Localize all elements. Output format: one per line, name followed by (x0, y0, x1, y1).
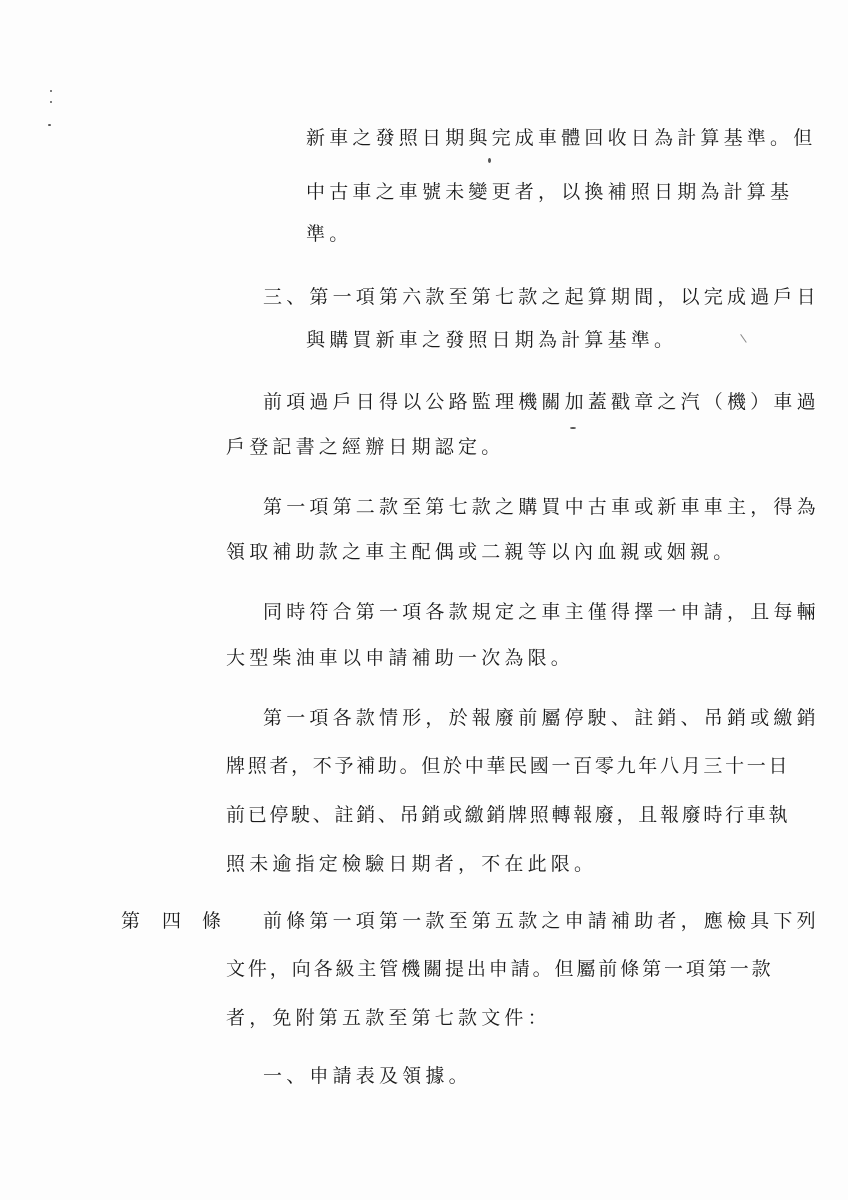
text-line: 前條第一項第一款至第五款之申請補助者，應檢具下列 (263, 910, 820, 932)
text-line: 新車之發照日期與完成車體回收日為計算基準。但 (306, 127, 817, 149)
text-line: 三、第一項第六款至第七款之起算期間，以完成過戶日 (263, 286, 820, 308)
article-label-tiao: 條 (202, 910, 222, 932)
scan-speck (488, 158, 491, 163)
text-line: 領取補助款之車主配偶或二親等以內血親或姻親。 (226, 541, 737, 563)
scan-speck (570, 427, 576, 429)
text-line: 照未逾指定檢驗日期者，不在此限。 (226, 853, 598, 875)
text-line: 文件，向各級主管機關提出申請。但屬前條第一項第一款 (226, 958, 774, 980)
text-line: 大型柴油車以申請補助一次為限。 (226, 647, 575, 669)
scan-speck (48, 124, 51, 126)
text-line: 第一項第二款至第七款之購買中古車或新車車主，得為 (263, 496, 820, 518)
text-line: 與購買新車之發照日期為計算基準。 (306, 329, 678, 351)
scan-speck (50, 90, 52, 92)
text-line: 中古車之車號未變更者，以換補照日期為計算基 (306, 181, 794, 203)
scan-speck (50, 101, 52, 103)
article-label-number: 四 (162, 910, 182, 932)
text-line: 同時符合第一項各款規定之車主僅得擇一申請，且每輛 (263, 601, 820, 623)
article-label-di: 第 (121, 910, 141, 932)
text-line: 戶登記書之經辦日期認定。 (226, 436, 505, 458)
text-line: 前已停駛、註銷、吊銷或繳銷牌照轉報廢，且報廢時行車執 (226, 804, 791, 826)
text-line: 第一項各款情形，於報廢前屬停駛、註銷、吊銷或繳銷 (263, 707, 820, 729)
text-line: 一、申請表及領據。 (263, 1065, 472, 1087)
scan-stroke (740, 334, 747, 343)
text-line: 準。 (306, 223, 353, 245)
text-line: 前項過戶日得以公路監理機關加蓋戳章之汽（機）車過 (263, 391, 820, 413)
text-line: 者，免附第五款至第七款文件： (226, 1007, 551, 1029)
text-line: 牌照者，不予補助。但於中華民國一百零九年八月三十一日 (226, 755, 791, 777)
